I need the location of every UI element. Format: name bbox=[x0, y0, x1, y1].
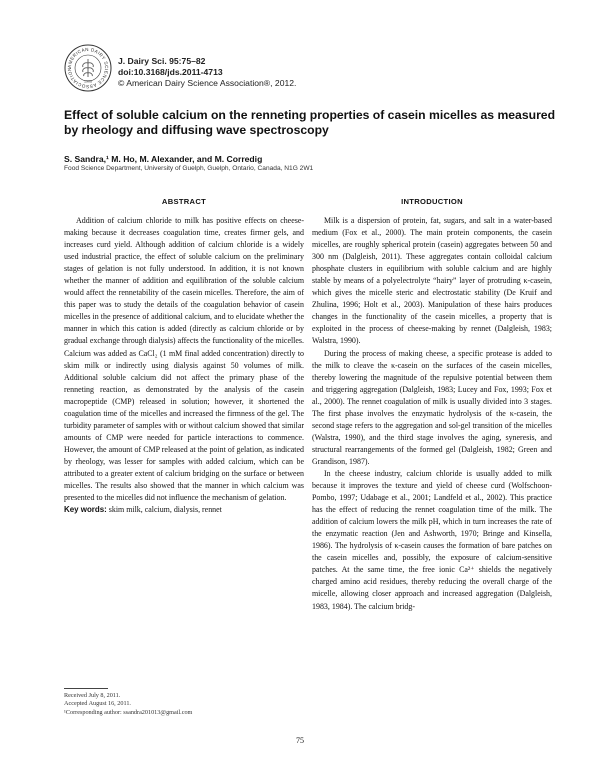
affiliation: Food Science Department, University of Guelph, Guelph, Ontario, Canada, N1G 2W1 bbox=[64, 165, 314, 172]
keywords-line bbox=[64, 504, 304, 516]
page-number: 75 bbox=[296, 736, 304, 745]
doi: doi:10.3168/jds.2011-4713 bbox=[118, 67, 223, 78]
introduction-heading: INTRODUCTION bbox=[401, 197, 463, 206]
copyright: © American Dairy Science Association®, 2012. bbox=[118, 78, 297, 89]
intro-paragraph: Milk is a dispersion of protein, fat, sugars, and salt in a water-based medium (Fox et al., 2000). The main protein components, the casein micelles, are roughly spherical protein (casein) aggregates between 50 and 300 nm (Dalgleish, 2011). These aggregates contain colloidal calcium phosphate clusters in equilibrium with soluble calcium and are highly stable by means of a polyelectrolyte “hairy” layer of protruding κ-casein, which gives the micelle steric and electrostatic stability (De Kruif and Zhulina, 1996; Holt et al., 2003). Manipulation of these hairs produces changes in the functionality of the casein micelles, a property that is exploited in the process of cheese-making by rennet (Dalgleish, 1983; Walstra, 1990). bbox=[312, 216, 552, 346]
intro-paragraph: In the cheese industry, calcium chloride is usually added to milk because it improves the texture and yield of cheese curd (Wolfschoon-Pombo, 1997; Udabage et al., 2001; Landfeld et al., 2002). This practice has the effect of reducing the rennet coagulation time of the milk. The addition of calcium lowers the milk pH, which in turn increases the rate of the enzymatic reaction (Jen and Ashworth, 1970; Bringe and Kinsella, 1986). The hydrolysis of κ-casein causes the formation of bare patches on the casein micelles and, possibly, the exposure of calcium-sensitive patches. At the same time, the free ionic Ca²⁺ shields the negatively charged amino acid residues, thereby reducing the overall charge of the micelle, allowing closer approach and increased aggregation (Dalgleish, 1983, 1984). The calcium bridg- bbox=[312, 468, 552, 611]
footnote-divider bbox=[64, 688, 108, 689]
abstract-text: Addition of calcium chloride to milk has positive effects on cheese-making because it decreases coagulation time, creates firmer gels, and increases curd yield. Although addition of calcium chloride is a widely used industrial practice, the effect of soluble calcium on the preliminary stages of gelation is not fully understood. In addition, it is not known whether the manner of addition and equilibration of the soluble calcium would affect the rennetability of the casein micelles. Therefore, the aim of this paper was to study the details of the coagulation behavior of casein micelles in the presence of additional calcium, and to elucidate whether the manner in which this cation is added (directly as calcium chloride or by gradual exchange through dialysis) affects the functionality of the micelles. Calcium was added as CaCl₂ (1 mM final added concentration) directly to skim milk or indirectly using dialysis against 50 volumes of milk. Additional soluble calcium did not affect the primary phase of the renneting reaction, as demonstrated by the analysis of the casein macropeptide (CMP) released in solution; however, it shortened the coagulation time of the micelles and increased the firmness of the gel. The turbidity parameter of samples with or without calcium showed that similar amounts of CMP were needed for particle interactions to commence. However, the amount of CMP released at the point of gelation, as indicated by rheology, was lesser for samples with added calcium, which can be attributed to a greater extent of calcium bridging on the surface or between micelles. The results also showed that the manner in which calcium was presented to the micelles did not influence the mechanism of gelation. bbox=[64, 216, 304, 503]
svg-text:1906: 1906 bbox=[84, 79, 92, 84]
author-list: S. Sandra,¹ M. Ho, M. Alexander, and M. Corredig bbox=[64, 154, 263, 164]
svg-text:AMERICAN DAIRY SCIENCE ASSOCIA: AMERICAN DAIRY SCIENCE ASSOCIATION bbox=[66, 46, 110, 90]
intro-paragraph: During the process of making cheese, a specific protease is added to the milk to cleave the κ-casein on the surfaces of the casein micelles, thereby lowering the magnitude of the repulsive potential between them and triggering aggregation (Dalgleish, 1983; Lucey and Fox, 1993; Fox et al., 2000). The rennet coagulation of milk is usually divided into 3 stages. The first phase involves the enzymatic hydrolysis of the κ-casein, the second stage refers to the aggregation and sol-gel transition of the micelles (Walstra, 1990), and the third stage involves the aging, syneresis, and structural rearrangements of the formed gel (Dalgleish, 1982; Green and Grandison, 1987). bbox=[312, 348, 552, 466]
corresponding-author: ¹Corresponding author: ssandra201013@gmail.com bbox=[64, 708, 193, 716]
received-date: Received July 8, 2011. bbox=[64, 692, 121, 699]
ads-association-seal bbox=[64, 44, 112, 92]
accepted-date: Accepted August 16, 2011. bbox=[64, 700, 131, 708]
introduction-column bbox=[312, 197, 552, 613]
keywords: skim milk, calcium, dialysis, rennet bbox=[108, 505, 222, 515]
journal-citation: J. Dairy Sci. 95:75–82 bbox=[118, 56, 206, 66]
keywords-label: Key words: bbox=[64, 505, 107, 515]
footnotes bbox=[64, 692, 192, 717]
abstract-heading: ABSTRACT bbox=[161, 197, 207, 206]
article-title: Effect of soluble calcium on the renneting properties of casein micelles as measured by rheology and diffusing wave spectroscopy bbox=[64, 108, 556, 137]
abstract-column bbox=[64, 197, 304, 516]
citation-block bbox=[118, 56, 296, 90]
